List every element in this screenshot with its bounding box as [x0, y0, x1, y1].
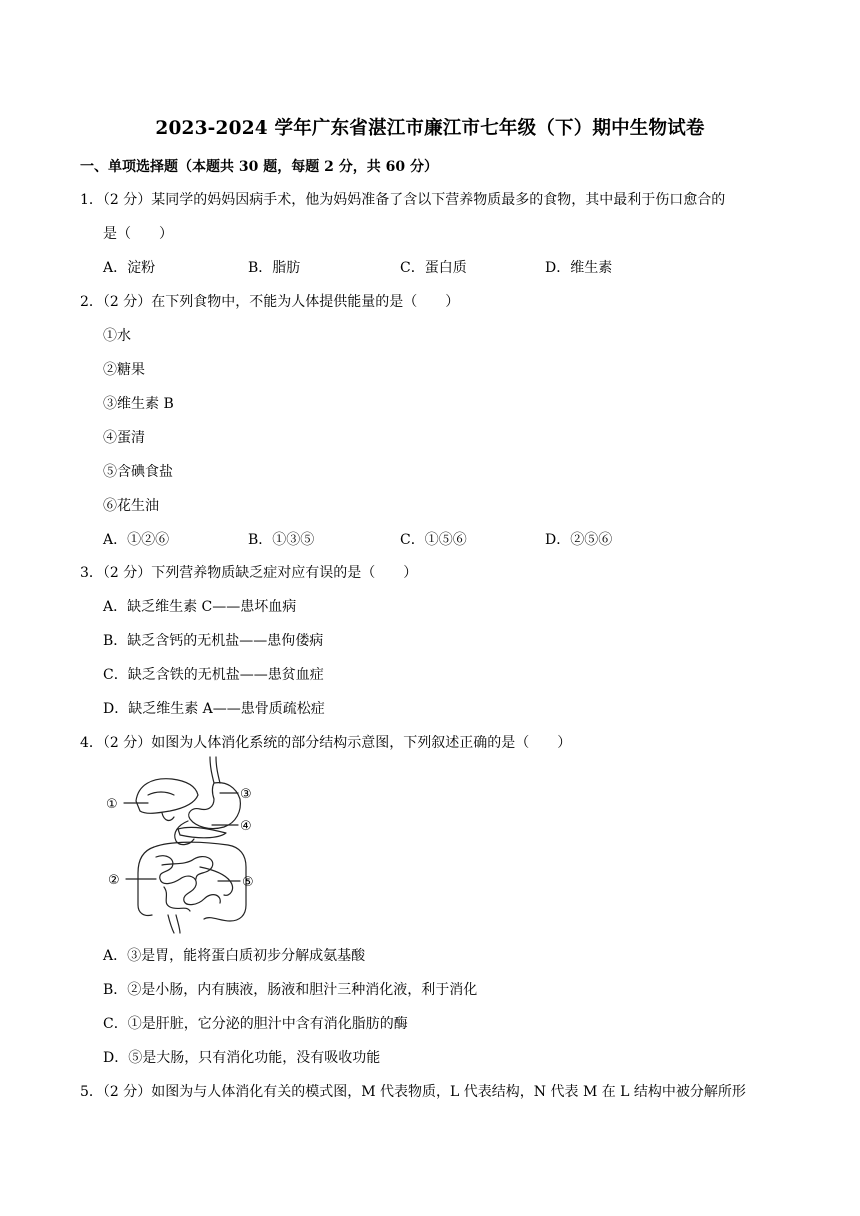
- question-3-stem: 3．（2 分）下列营养物质缺乏症对应有误的是（ ）: [80, 565, 418, 581]
- q1-option-a[interactable]: A．淀粉: [103, 260, 156, 276]
- q2-item: ②糖果: [103, 362, 145, 378]
- figure-label-3: ③: [240, 787, 252, 802]
- page-title: 2023-2024 学年广东省湛江市廉江市七年级（下）期中生物试卷: [155, 118, 705, 139]
- question-1-stem-cont: 是（ ）: [103, 226, 173, 242]
- q2-item: ⑥花生油: [103, 498, 159, 514]
- digestive-system-figure: [100, 755, 268, 935]
- figure-label-1: ①: [106, 797, 118, 812]
- q1-option-c[interactable]: C．蛋白质: [400, 260, 467, 276]
- q2-option-c[interactable]: C．①⑤⑥: [400, 532, 467, 548]
- q4-option-d[interactable]: D．⑤是大肠，只有消化功能，没有吸收功能: [103, 1050, 381, 1066]
- q2-option-d[interactable]: D．②⑤⑥: [545, 532, 613, 548]
- q3-option-b[interactable]: B．缺乏含钙的无机盐——患佝偻病: [103, 633, 324, 649]
- q4-option-b[interactable]: B．②是小肠，内有胰液，肠液和胆汁三种消化液，利于消化: [103, 982, 478, 998]
- figure-label-5: ⑤: [242, 875, 254, 890]
- q1-option-b[interactable]: B．脂肪: [248, 260, 301, 276]
- q1-option-d[interactable]: D．维生素: [545, 260, 613, 276]
- figure-label-4: ④: [240, 819, 252, 834]
- q3-option-a[interactable]: A．缺乏维生素 C——患坏血病: [103, 599, 297, 615]
- q3-option-c[interactable]: C．缺乏含铁的无机盐——患贫血症: [103, 667, 324, 683]
- q2-option-b[interactable]: B．①③⑤: [248, 532, 315, 548]
- question-2-stem: 2．（2 分）在下列食物中，不能为人体提供能量的是（ ）: [80, 294, 460, 310]
- q2-option-a[interactable]: A．①②⑥: [103, 532, 170, 548]
- question-4-stem: 4．（2 分）如图为人体消化系统的部分结构示意图，下列叙述正确的是（ ）: [80, 735, 572, 751]
- section-heading: 一、单项选择题（本题共 30 题，每题 2 分，共 60 分）: [80, 159, 438, 175]
- q4-option-a[interactable]: A．③是胃，能将蛋白质初步分解成氨基酸: [103, 948, 366, 964]
- question-1-stem: 1．（2 分）某同学的妈妈因病手术，他为妈妈准备了含以下营养物质最多的食物，其中最利于伤口愈合的: [80, 192, 726, 208]
- figure-label-2: ②: [108, 873, 120, 888]
- q4-option-c[interactable]: C．①是肝脏，它分泌的胆汁中含有消化脂肪的酶: [103, 1016, 408, 1032]
- q3-option-d[interactable]: D．缺乏维生素 A——患骨质疏松症: [103, 701, 325, 717]
- question-5-stem: 5．（2 分）如图为与人体消化有关的模式图，M 代表物质，L 代表结构，N 代表 M 在 L 结构中被分解所形: [80, 1084, 746, 1100]
- q2-item: ③维生素 B: [103, 396, 174, 412]
- q2-item: ①水: [103, 328, 131, 344]
- q2-item: ⑤含碘食盐: [103, 464, 173, 480]
- q2-item: ④蛋清: [103, 430, 145, 446]
